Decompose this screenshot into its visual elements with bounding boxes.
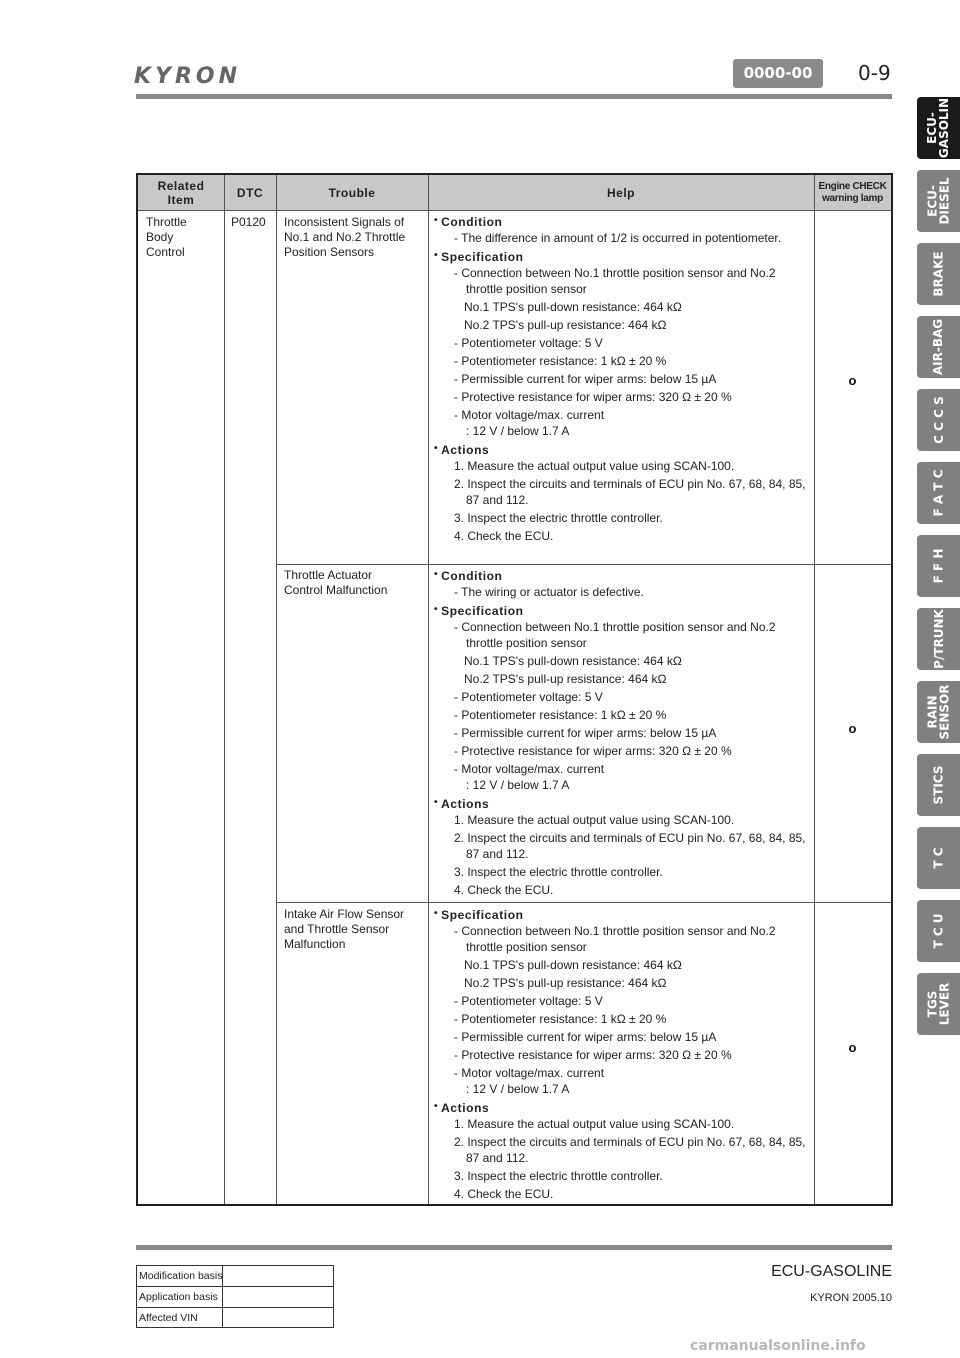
header-help: Help <box>606 186 635 200</box>
help-line: No.2 TPS's pull-up resistance: 464 kΩ <box>464 672 667 686</box>
help-section-title: • Condition <box>434 568 808 584</box>
modification-table <box>136 1265 334 1328</box>
trouble-cell: Throttle Actuator Control Malfunction <box>284 568 388 597</box>
table-header <box>138 175 891 211</box>
watermark: carmanualsonline.info <box>690 1338 866 1354</box>
help-line: - Protective resistance for wiper arms: 320 Ω ± 20 % <box>454 744 732 758</box>
tab-label: F F H <box>931 548 946 584</box>
help-line: - Potentiometer resistance: 1 kΩ ± 20 % <box>454 1012 667 1026</box>
footer-title: ECU-GASOLINE <box>771 1263 892 1280</box>
help-line: - Potentiometer voltage: 5 V <box>454 336 603 350</box>
vin-label: Affected VIN <box>137 1308 223 1328</box>
lamp-cell: o <box>848 373 857 388</box>
help-line: - Motor voltage/max. current : 12 V / below 1.7 A <box>454 408 605 438</box>
header-rule <box>136 94 892 99</box>
tab-label: ECU- DIESEL <box>925 177 952 225</box>
help-line: 4. Check the ECU. <box>454 883 554 897</box>
help-line: 4. Check the ECU. <box>454 529 554 543</box>
tab-label: STICS <box>931 765 946 805</box>
help-line: - The wiring or actuator is defective. <box>454 585 644 599</box>
lamp-cell: o <box>848 1040 857 1055</box>
tab-f-a-t-c[interactable] <box>917 462 960 524</box>
help-line: No.1 TPS's pull-down resistance: 464 kΩ <box>464 654 682 668</box>
tab-label: P/TRUNK <box>931 609 946 669</box>
tab-tgs-lever[interactable] <box>917 973 960 1035</box>
help-line: - Connection between No.1 throttle position sensor and No.2 throttle position sensor <box>454 620 776 650</box>
help-line: No.1 TPS's pull-down resistance: 464 kΩ <box>464 300 682 314</box>
help-line: 2. Inspect the circuits and terminals of ECU pin No. 67, 68, 84, 85, 87 and 112. <box>454 831 806 861</box>
help-line: 3. Inspect the electric throttle controller. <box>454 511 663 525</box>
logo-graphic <box>132 62 282 88</box>
page-number: 0-9 <box>858 61 891 85</box>
help-section-title: • Specification <box>434 603 808 619</box>
header-related-item: Related Item <box>157 179 205 207</box>
help-section-title: • Actions <box>434 442 808 458</box>
tab-t-c-u[interactable] <box>917 900 960 962</box>
page-code: 0000-00 <box>733 59 823 88</box>
col-divider <box>276 175 277 1204</box>
dtc-table <box>136 173 893 1206</box>
help-line: 1. Measure the actual output value using SCAN-100. <box>454 459 735 473</box>
help-section-title: • Actions <box>434 1100 808 1116</box>
help-line: - Potentiometer resistance: 1 kΩ ± 20 % <box>454 708 667 722</box>
tab-brake[interactable] <box>917 243 960 305</box>
tab-label: T C U <box>931 913 946 949</box>
modification-row <box>137 1266 333 1287</box>
tab-label: RAIN SENSOR <box>925 684 952 740</box>
tab-ecu-gasolin[interactable] <box>917 97 960 159</box>
help-line: - Motor voltage/max. current : 12 V / below 1.7 A <box>454 1066 605 1096</box>
col-divider <box>428 175 429 1204</box>
tab-rain-sensor[interactable] <box>917 681 960 743</box>
lamp-cell: o <box>848 721 857 736</box>
footer-rule <box>136 1245 892 1250</box>
help-line: - Potentiometer voltage: 5 V <box>454 690 603 704</box>
application-row <box>137 1287 333 1308</box>
tab-label: AIR-BAG <box>931 318 946 376</box>
col-divider <box>224 175 225 1204</box>
tab-label: C C C S <box>931 396 946 444</box>
tab-label: T C <box>931 847 946 869</box>
header-trouble: Trouble <box>328 186 376 200</box>
help-section-title: • Specification <box>434 249 808 265</box>
trouble-cell: Intake Air Flow Sensor and Throttle Sensor Malfunction <box>284 907 405 951</box>
help-cell <box>434 904 808 1204</box>
header-dtc: DTC <box>236 186 264 200</box>
tab-c-c-c-s[interactable] <box>917 389 960 451</box>
help-line: - Potentiometer voltage: 5 V <box>454 994 603 1008</box>
tab-air-bag[interactable] <box>917 316 960 378</box>
help-line: - Connection between No.1 throttle position sensor and No.2 throttle position sensor <box>454 266 776 296</box>
tab-ecu-diesel[interactable] <box>917 170 960 232</box>
help-line: - Connection between No.1 throttle position sensor and No.2 throttle position sensor <box>454 924 776 954</box>
tab-f-f-h[interactable] <box>917 535 960 597</box>
trouble-cell: Inconsistent Signals of No.1 and No.2 Throttle Position Sensors <box>284 215 406 259</box>
help-line: - Protective resistance for wiper arms: 320 Ω ± 20 % <box>454 1048 732 1062</box>
tab-stics[interactable] <box>917 754 960 816</box>
help-line: - The difference in amount of 1/2 is occurred in potentiometer. <box>454 231 782 245</box>
help-line: 1. Measure the actual output value using SCAN-100. <box>454 1117 735 1131</box>
tab-p-trunk[interactable] <box>917 608 960 670</box>
help-section-title: • Specification <box>434 907 808 923</box>
help-line: - Motor voltage/max. current : 12 V / below 1.7 A <box>454 762 605 792</box>
help-line: - Permissible current for wiper arms: below 15 µA <box>454 726 717 740</box>
help-line: 2. Inspect the circuits and terminals of ECU pin No. 67, 68, 84, 85, 87 and 112. <box>454 1135 806 1165</box>
help-section-title: • Actions <box>434 796 808 812</box>
help-line: - Permissible current for wiper arms: below 15 µA <box>454 372 717 386</box>
modification-label: Modification basis <box>137 1266 223 1286</box>
help-section-title: • Condition <box>434 214 808 230</box>
tab-t-c[interactable] <box>917 827 960 889</box>
help-line: No.2 TPS's pull-up resistance: 464 kΩ <box>464 976 667 990</box>
help-line: No.2 TPS's pull-up resistance: 464 kΩ <box>464 318 667 332</box>
tab-label: BRAKE <box>931 251 946 297</box>
help-line: 4. Check the ECU. <box>454 1187 554 1201</box>
header-lamp: Engine CHECK warning lamp <box>818 181 887 204</box>
help-line: - Permissible current for wiper arms: below 15 µA <box>454 1030 717 1044</box>
help-line: 3. Inspect the electric throttle controller. <box>454 865 663 879</box>
tab-label: TGS LEVER <box>925 982 952 1026</box>
help-line: 3. Inspect the electric throttle controller. <box>454 1169 663 1183</box>
application-label: Application basis <box>137 1287 223 1307</box>
help-line: - Protective resistance for wiper arms: 320 Ω ± 20 % <box>454 390 732 404</box>
help-line: 2. Inspect the circuits and terminals of ECU pin No. 67, 68, 84, 85, 87 and 112. <box>454 477 806 507</box>
related-item-cell: Throttle Body Control <box>146 215 187 259</box>
help-cell <box>434 565 808 900</box>
help-cell <box>434 211 808 546</box>
tab-label: F A T C <box>931 469 946 517</box>
help-line: 1. Measure the actual output value using SCAN-100. <box>454 813 735 827</box>
help-line: No.1 TPS's pull-down resistance: 464 kΩ <box>464 958 682 972</box>
vin-row <box>137 1308 333 1329</box>
logo-text: KYRON <box>134 64 242 88</box>
dtc-cell: P0120 <box>231 215 266 229</box>
kyron-logo <box>132 62 282 88</box>
row-divider <box>276 902 891 903</box>
help-line: - Potentiometer resistance: 1 kΩ ± 20 % <box>454 354 667 368</box>
tab-label: ECU- GASOLIN <box>925 97 952 159</box>
footer-subtitle: KYRON 2005.10 <box>810 1292 892 1304</box>
